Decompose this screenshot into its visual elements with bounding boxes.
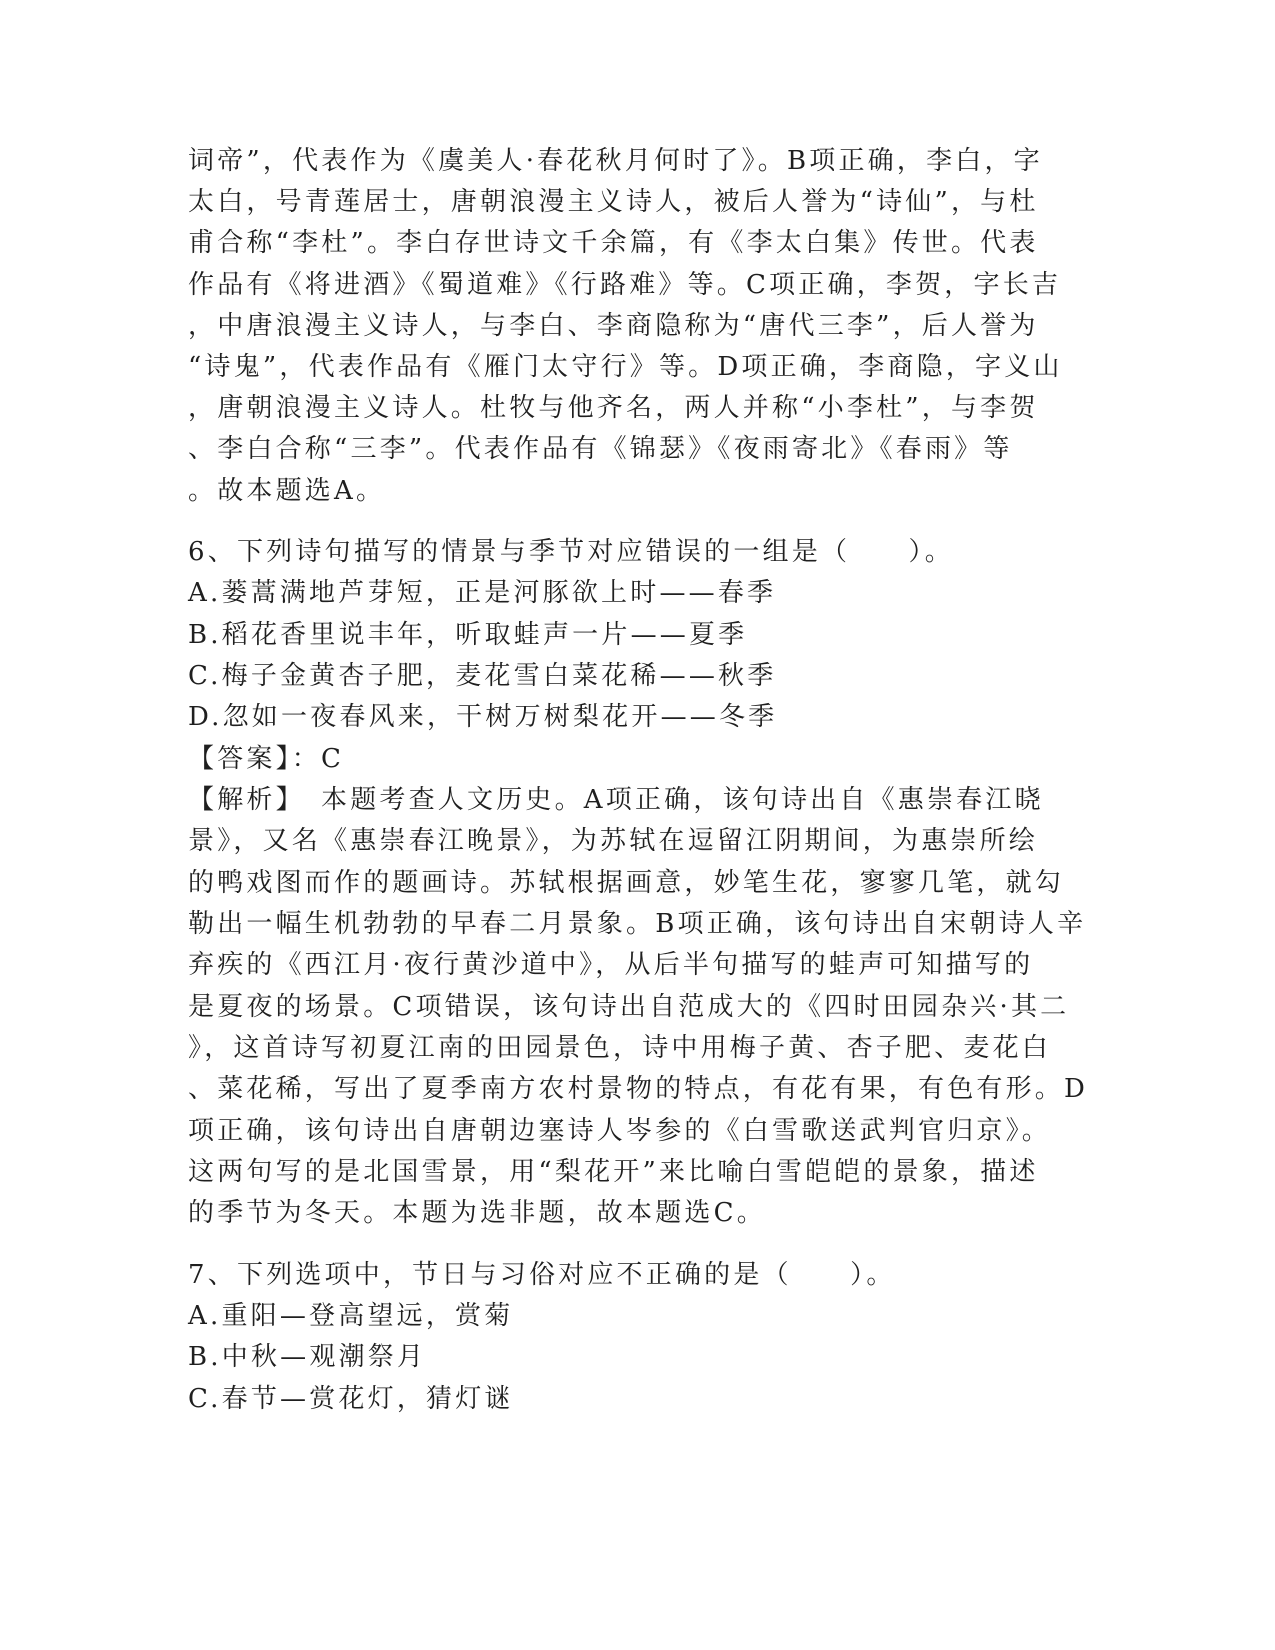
analysis-line: 勒出一幅生机勃勃的早春二月景象。B项正确，该句诗出自宋朝诗人辛 [188, 909, 1087, 939]
question-7-option-b: B.中秋—观潮祭月 [188, 1342, 427, 1372]
analysis-line: 是夏夜的场景。C项错误，该句诗出自范成大的《四时田园杂兴·其二 [188, 992, 1070, 1022]
text-line: 甫合称“李杜”。李白存世诗文千余篇，有《李太白集》传世。代表 [188, 228, 1039, 258]
analysis-line: 》，这首诗写初夏江南的田园景色，诗中用梅子黄、杏子肥、麦花白 [188, 1033, 1052, 1063]
question-6-answer: 【答案】：C [188, 744, 345, 774]
analysis-line: 的季节为冬天。本题为选非题，故本题选C。 [188, 1198, 766, 1228]
text-line: “诗鬼”，代表作品有《雁门太守行》等。D项正确，李商隐，字义山 [188, 352, 1063, 382]
question-7-option-c: C.春节—赏花灯，猜灯谜 [188, 1384, 514, 1414]
analysis-line: 的鸭戏图而作的题画诗。苏轼根据画意，妙笔生花，寥寥几笔，就勾 [188, 868, 1065, 898]
analysis-line: 景》，又名《惠崇春江晚景》，为苏轼在逗留江阴期间，为惠崇所绘 [188, 826, 1039, 856]
analysis-line: 、菜花稀，写出了夏季南方农村景物的特点，有花有果，有色有形。D [188, 1074, 1089, 1104]
text-line: ，唐朝浪漫主义诗人。杜牧与他齐名，两人并称“小李杜”，与李贺 [188, 393, 1039, 423]
question-6-stem: 6、下列诗句描写的情景与季节对应错误的一组是（ ）。 [188, 537, 954, 567]
analysis-line: 【解析】 本题考查人文历史。A项正确，该句诗出自《惠崇春江晓 [188, 785, 1044, 815]
text-line: 太白，号青莲居士，唐朝浪漫主义诗人，被后人誉为“诗仙”，与杜 [188, 187, 1039, 217]
question-7-stem: 7、下列选项中，节日与习俗对应不正确的是（ ）。 [188, 1260, 896, 1290]
question-6-option-d: D.忽如一夜春风来，干树万树梨花开——冬季 [188, 702, 778, 732]
question-6-option-b: B.稻花香里说丰年，听取蛙声一片——夏季 [188, 620, 748, 650]
analysis-line: 这两句写的是北国雪景，用“梨花开”来比喻白雪皑皑的景象，描述 [188, 1157, 1039, 1187]
question-6-option-c: C.梅子金黄杏子肥，麦花雪白菜花稀——秋季 [188, 661, 777, 691]
text-line: ，中唐浪漫主义诗人，与李白、李商隐称为“唐代三李”，后人誉为 [188, 311, 1039, 341]
text-line: 作品有《将进酒》《蜀道难》《行路难》等。C项正确，李贺，字长吉 [188, 270, 1062, 300]
text-line: 词帝”，代表作为《虞美人·春花秋月何时了》。B项正确，李白，字 [188, 146, 1043, 176]
text-line: 。故本题选A。 [188, 476, 386, 506]
analysis-line: 项正确，该句诗出自唐朝边塞诗人岑参的《白雪歌送武判官归京》。 [188, 1116, 1052, 1146]
question-6-option-a: A.蒌蒿满地芦芽短，正是河豚欲上时——春季 [188, 578, 777, 608]
analysis-line: 弃疾的《西江月·夜行黄沙道中》，从后半句描写的蛙声可知描写的 [188, 950, 1034, 980]
question-7-option-a: A.重阳—登高望远，赏菊 [188, 1301, 514, 1331]
text-line: 、李白合称“三李”。代表作品有《锦瑟》《夜雨寄北》《春雨》等 [188, 434, 1013, 464]
